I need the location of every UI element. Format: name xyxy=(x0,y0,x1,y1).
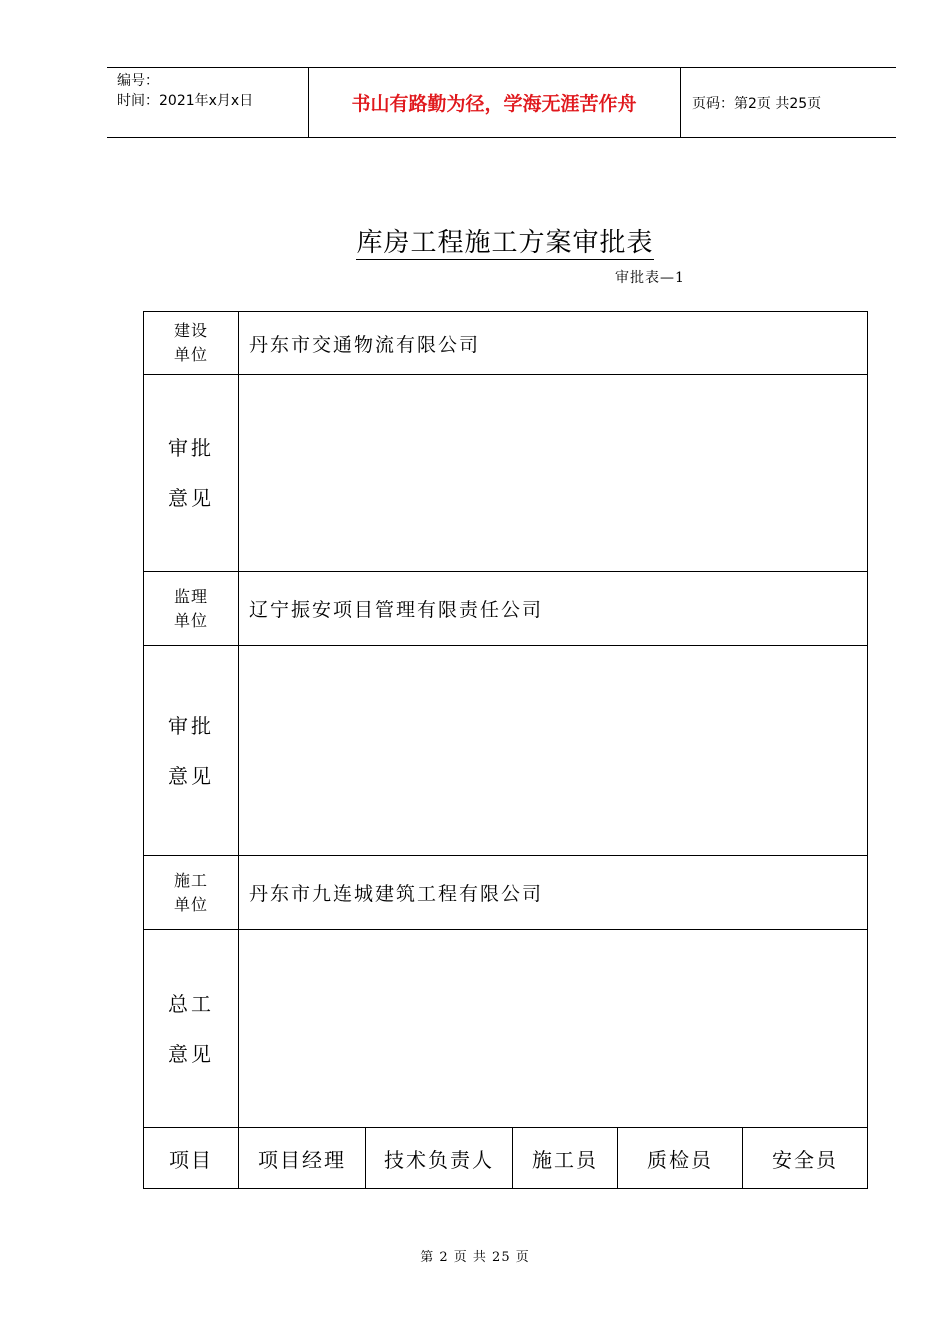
quality-inspector-cell: 质检员 xyxy=(618,1128,743,1188)
document-number-label: 编号： xyxy=(117,73,159,89)
document-header xyxy=(107,67,896,138)
page-title: 库房工程施工方案审批表 xyxy=(356,228,654,258)
row-project-roles xyxy=(144,1128,867,1188)
header-motto: 书山有路勤为径，学海无涯苦作舟 xyxy=(351,93,637,115)
chief-engineer-opinion-label: 总工 意见 xyxy=(144,930,239,1127)
row-chief-engineer-opinion xyxy=(144,930,867,1128)
document-time: 时间：2021年x月x日 xyxy=(117,93,254,109)
form-subtitle: 审批表—1 xyxy=(615,270,685,286)
row-supervision-unit xyxy=(144,572,867,646)
approval-form xyxy=(143,311,868,1189)
approval-opinion-1-label: 审批 意见 xyxy=(144,375,239,571)
row-approval-opinion-1 xyxy=(144,375,867,572)
construction-worker-cell: 施工员 xyxy=(513,1128,618,1188)
supervision-unit-value: 辽宁振安项目管理有限责任公司 xyxy=(249,599,544,621)
header-divider-right xyxy=(680,68,681,137)
project-manager-cell: 项目经理 xyxy=(239,1128,366,1188)
project-label-cell: 项目 xyxy=(144,1128,239,1188)
supervision-unit-label: 监理 单位 xyxy=(144,572,239,645)
header-meta xyxy=(117,71,253,111)
construction-unit-value: 丹东市交通物流有限公司 xyxy=(249,333,481,356)
row-construction-unit xyxy=(144,312,867,375)
approval-opinion-2-label: 审批 意见 xyxy=(144,646,239,855)
row-builder-unit xyxy=(144,856,867,930)
safety-officer-cell: 安全员 xyxy=(772,1147,838,1172)
page-footer: 第 2 页 共 25 页 xyxy=(420,1250,530,1265)
technical-lead-cell: 技术负责人 xyxy=(366,1128,513,1188)
header-page-indicator: 页码：第2页 共25页 xyxy=(692,95,822,112)
builder-unit-value: 丹东市九连城建筑工程有限公司 xyxy=(249,883,544,905)
builder-unit-label: 施工 单位 xyxy=(144,856,239,929)
construction-unit-label: 建设 单位 xyxy=(144,312,239,374)
row-approval-opinion-2 xyxy=(144,646,867,856)
